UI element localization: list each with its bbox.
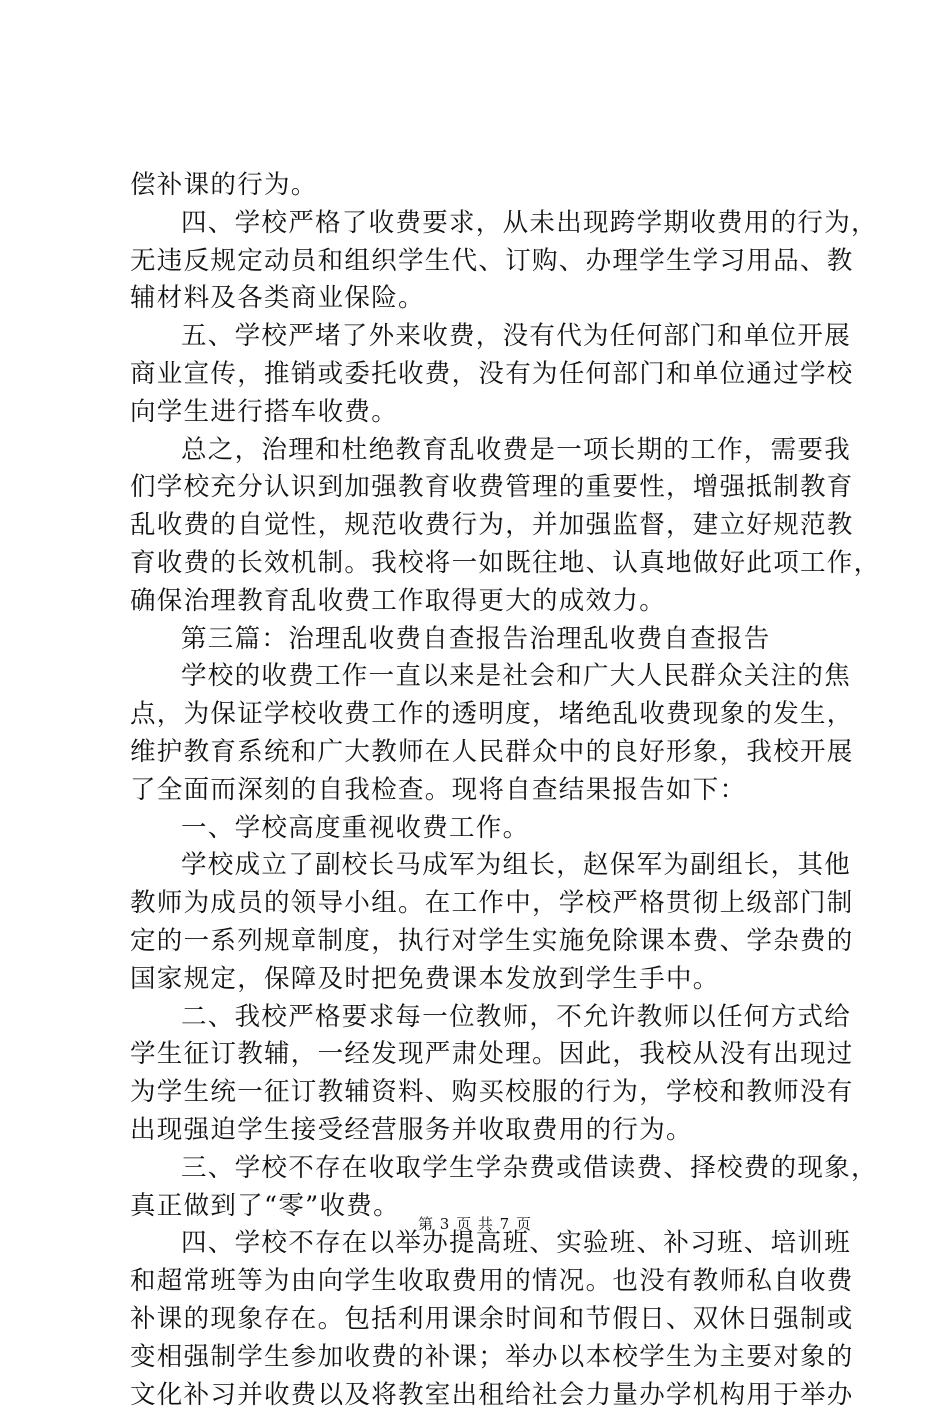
text-line: 商业宣传，推销或委托收费，没有为任何部门和单位通过学校	[130, 356, 830, 394]
text-line: 维护教育系统和广大教师在人民群众中的良好形象，我校开展	[130, 734, 830, 772]
text-line: 四、学校不存在以举办提高班、实验班、补习班、培训班	[130, 1225, 830, 1263]
text-line: 确保治理教育乱收费工作取得更大的成效力。	[130, 583, 830, 621]
text-line: 学校的收费工作一直以来是社会和广大人民群众关注的焦	[130, 658, 830, 696]
text-line: 教师为成员的领导小组。在工作中，学校严格贯彻上级部门制	[130, 885, 830, 923]
text-line: 乱收费的自觉性，规范收费行为，并加强监督，建立好规范教	[130, 507, 830, 545]
text-line: 二、我校严格要求每一位教师，不允许教师以任何方式给	[130, 999, 830, 1037]
text-line: 学生征订教辅，一经发现严肃处理。因此，我校从没有出现过	[130, 1036, 830, 1074]
text-line: 定的一系列规章制度，执行对学生实施免除课本费、学杂费的	[130, 923, 830, 961]
text-line: 点，为保证学校收费工作的透明度，堵绝乱收费现象的发生，	[130, 696, 830, 734]
text-line: 四、学校严格了收费要求，从未出现跨学期收费用的行为，	[130, 205, 830, 243]
text-line: 第三篇：治理乱收费自查报告治理乱收费自查报告	[130, 621, 830, 659]
text-line: 育收费的长效机制。我校将一如既往地、认真地做好此项工作，	[130, 545, 830, 583]
text-line: 出现强迫学生接受经营服务并收取费用的行为。	[130, 1112, 830, 1150]
text-line: 了全面而深刻的自我检查。现将自查结果报告如下：	[130, 772, 830, 810]
text-line: 五、学校严堵了外来收费，没有代为任何部门和单位开展	[130, 318, 830, 356]
text-line: 学校成立了副校长马成军为组长，赵保军为副组长，其他	[130, 847, 830, 885]
text-line: 为学生统一征订教辅资料、购买校服的行为，学校和教师没有	[130, 1074, 830, 1112]
text-line: 向学生进行搭车收费。	[130, 394, 830, 432]
text-line: 国家规定，保障及时把免费课本发放到学生手中。	[130, 961, 830, 999]
text-line: 一、学校高度重视收费工作。	[130, 810, 830, 848]
text-line: 偿补课的行为。	[130, 167, 830, 205]
text-line: 无违反规定动员和组织学生代、订购、办理学生学习用品、教	[130, 243, 830, 281]
text-line: 们学校充分认识到加强教育收费管理的重要性，增强抵制教育	[130, 469, 830, 507]
text-line: 辅材料及各类商业保险。	[130, 280, 830, 318]
text-line: 和超常班等为由向学生收取费用的情况。也没有教师私自收费	[130, 1263, 830, 1301]
text-line: 三、学校不存在收取学生学杂费或借读费、择校费的现象，	[130, 1150, 830, 1188]
text-line: 补课的现象存在。包括利用课余时间和节假日、双休日强制或	[130, 1301, 830, 1339]
text-line: 总之，治理和杜绝教育乱收费是一项长期的工作，需要我	[130, 432, 830, 470]
text-line: 变相强制学生参加收费的补课；举办以本校学生为主要对象的	[130, 1339, 830, 1377]
page-footer: 第 3 页 共 7 页	[0, 1214, 950, 1234]
text-line: 文化补习并收费以及将教室出租给社会力量办学机构用于举办	[130, 1377, 830, 1414]
text-line: 真正做到了“零”收费。	[130, 1188, 830, 1226]
